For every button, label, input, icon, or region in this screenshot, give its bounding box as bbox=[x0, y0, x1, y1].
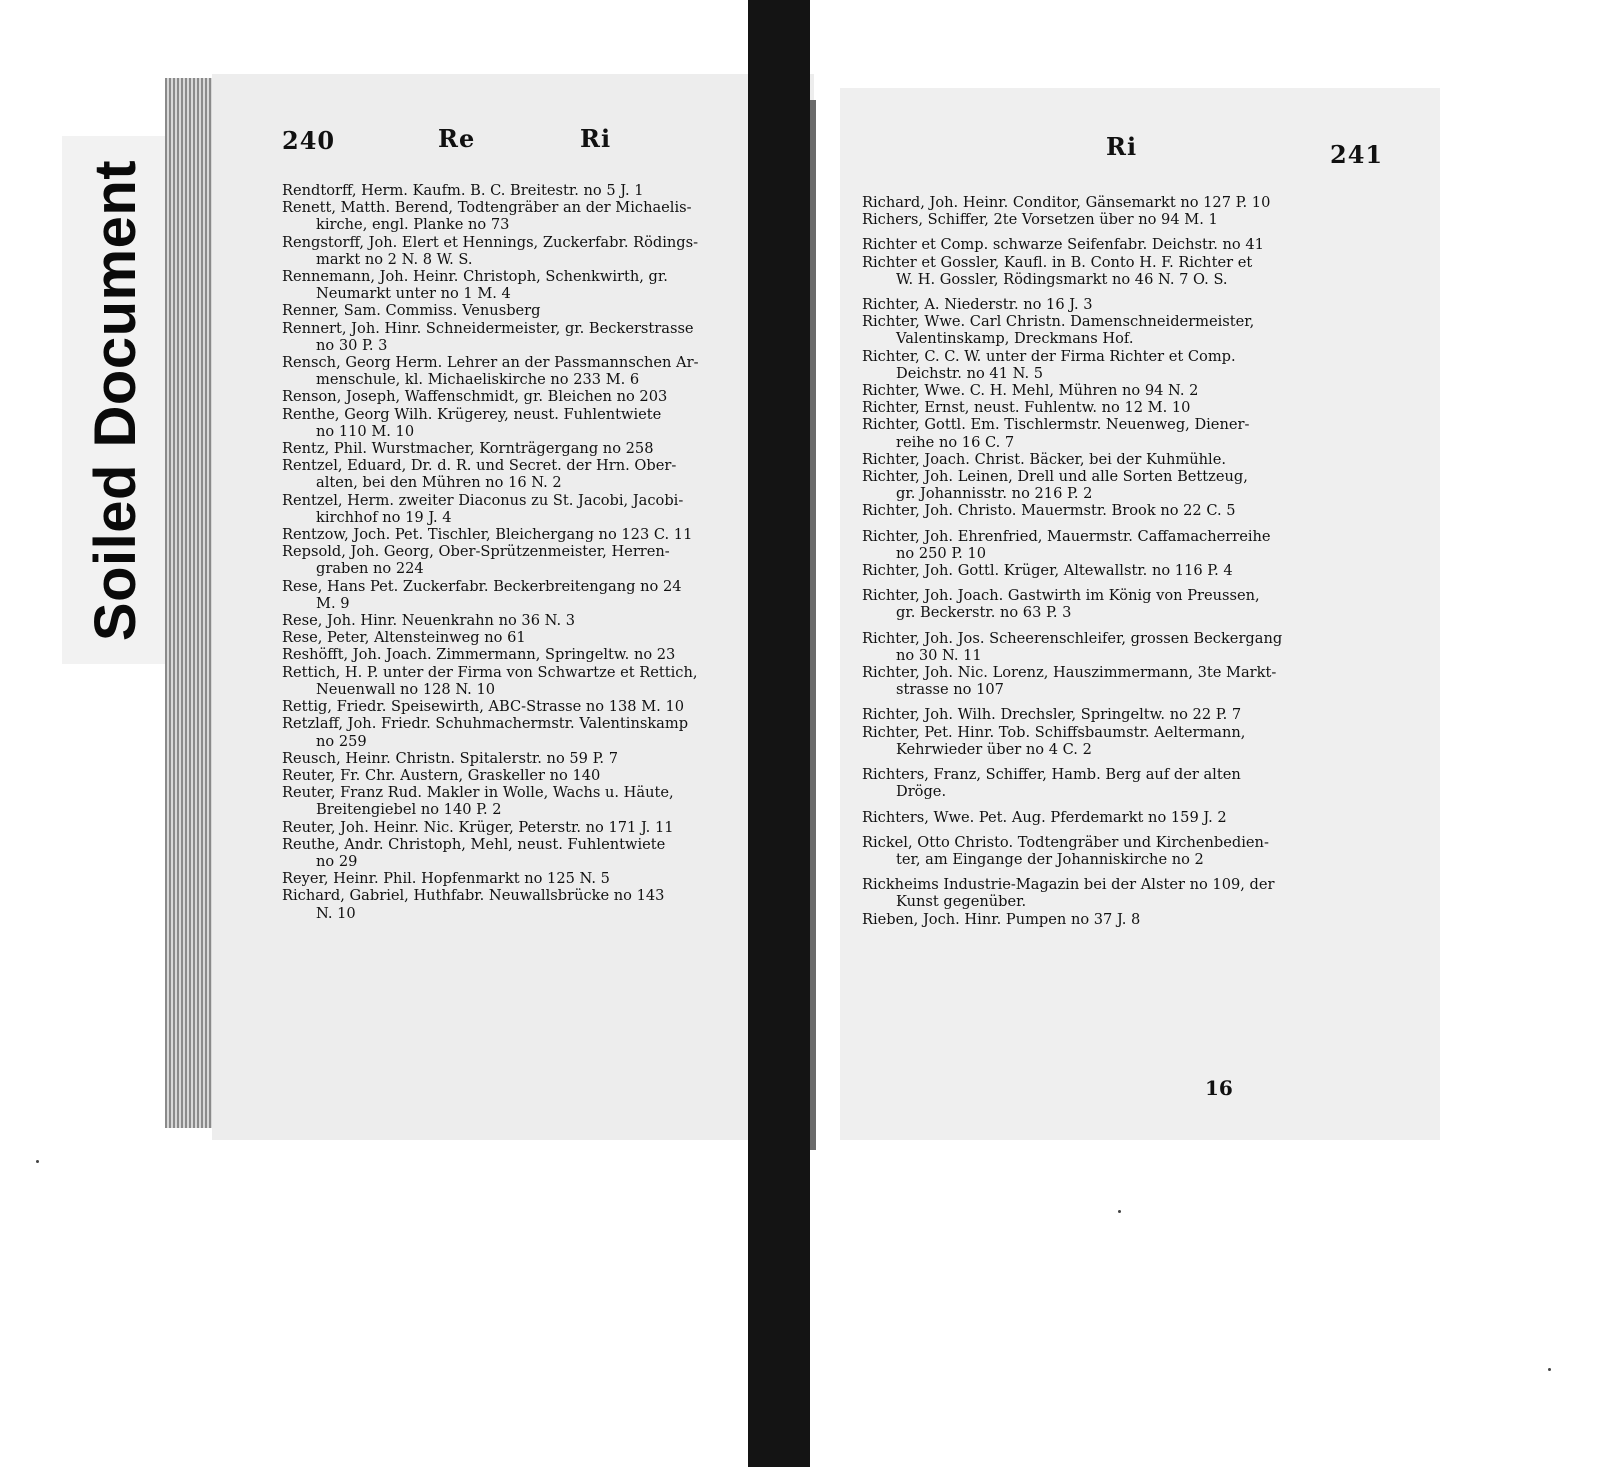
left-head-right: Ri bbox=[580, 124, 612, 153]
soiled-document-stamp bbox=[62, 136, 170, 664]
directory-entry bbox=[862, 664, 1382, 698]
directory-entry bbox=[862, 254, 1382, 288]
left-head-left: Re bbox=[438, 124, 476, 153]
entry-line: Richter, Joh. Joach. Gastwirth im König von Preussen, bbox=[862, 587, 1260, 605]
directory-entry bbox=[862, 211, 1382, 228]
entry-line: Renner, Sam. Commiss. Venusberg bbox=[282, 302, 541, 320]
entry-line: Reusch, Heinr. Christn. Spitalerstr. no 59 P. 7 bbox=[282, 749, 618, 767]
entry-line: Reshöfft, Joh. Joach. Zimmermann, Springeltw. no 23 bbox=[282, 646, 676, 664]
entry-continuation: reihe no 16 C. 7 bbox=[896, 433, 1015, 451]
directory-entry bbox=[282, 388, 792, 405]
entry-continuation: Breitengiebel no 140 P. 2 bbox=[316, 801, 502, 819]
speck bbox=[1118, 1210, 1121, 1213]
entry-line: Richter, Joh. Ehrenfried, Mauermstr. Caffamacherreihe bbox=[862, 527, 1271, 545]
entry-line: Rettich, H. P. unter der Firma von Schwartze et Rettich, bbox=[282, 663, 698, 681]
entry-continuation: graben no 224 bbox=[316, 560, 424, 578]
entry-continuation: gr. Johannisstr. no 216 P. 2 bbox=[896, 485, 1093, 503]
entry-line: Richters, Wwe. Pet. Aug. Pferdemarkt no 159 J. 2 bbox=[862, 808, 1227, 826]
entry-continuation: no 259 bbox=[316, 732, 367, 750]
directory-entry bbox=[862, 313, 1382, 347]
directory-entry bbox=[282, 887, 792, 921]
right-page-entries bbox=[862, 194, 1382, 928]
entry-line: Rensch, Georg Herm. Lehrer an der Passmannschen Ar- bbox=[282, 354, 699, 372]
entry-line: Rettig, Friedr. Speisewirth, ABC-Strasse no 138 M. 10 bbox=[282, 698, 685, 716]
directory-entry bbox=[862, 630, 1382, 664]
entry-line: Richter, Gottl. Em. Tischlermstr. Neuenweg, Diener- bbox=[862, 416, 1250, 434]
directory-entry bbox=[862, 468, 1382, 502]
entry-line: Reuter, Fr. Chr. Austern, Graskeller no 140 bbox=[282, 766, 601, 784]
entry-line: Richter, A. Niederstr. no 16 J. 3 bbox=[862, 296, 1093, 314]
entry-line: Richter, Wwe. Carl Christn. Damenschneidermeister, bbox=[862, 313, 1255, 331]
entry-line: Richter et Gossler, Kaufl. in B. Conto H. F. Richter et bbox=[862, 253, 1253, 271]
directory-entry bbox=[282, 182, 792, 199]
gutter-shadow bbox=[810, 100, 816, 1150]
entry-continuation: markt no 2 N. 8 W. S. bbox=[316, 250, 473, 268]
directory-entry bbox=[282, 406, 792, 440]
speck bbox=[1548, 1368, 1551, 1371]
entry-line: Reyer, Heinr. Phil. Hopfenmarkt no 125 N. 5 bbox=[282, 870, 610, 888]
stamp-label: Soiled Document bbox=[83, 159, 149, 641]
directory-entry bbox=[862, 876, 1382, 910]
right-head: Ri bbox=[1106, 132, 1138, 161]
entry-continuation: M. 9 bbox=[316, 594, 350, 612]
entry-line: Renthe, Georg Wilh. Krügerey, neust. Fuhlentwiete bbox=[282, 405, 662, 423]
directory-entry bbox=[862, 724, 1382, 758]
entry-continuation: Kunst gegenüber. bbox=[896, 893, 1027, 911]
directory-entry bbox=[862, 236, 1382, 253]
left-page-number: 240 bbox=[282, 126, 336, 155]
entry-continuation: kirchhof no 19 J. 4 bbox=[316, 508, 452, 526]
directory-entry bbox=[862, 348, 1382, 382]
entry-continuation: gr. Beckerstr. no 63 P. 3 bbox=[896, 604, 1072, 622]
right-page-number: 241 bbox=[1330, 140, 1384, 169]
directory-entry bbox=[282, 664, 792, 698]
entry-continuation: W. H. Gossler, Rödingsmarkt no 46 N. 7 O. S. bbox=[896, 270, 1228, 288]
directory-entry bbox=[282, 526, 792, 543]
entry-line: Richter, Joh. Leinen, Drell und alle Sorten Bettzeug, bbox=[862, 468, 1248, 486]
entry-continuation: Deichstr. no 41 N. 5 bbox=[896, 364, 1044, 382]
entry-continuation: kirche, engl. Planke no 73 bbox=[316, 216, 510, 234]
entry-continuation: ter, am Eingange der Johanniskirche no 2 bbox=[896, 850, 1204, 868]
directory-entry bbox=[862, 809, 1382, 826]
entry-continuation: Valentinskamp, Dreckmans Hof. bbox=[896, 330, 1134, 348]
entry-continuation: no 250 P. 10 bbox=[896, 544, 987, 562]
directory-entry bbox=[862, 911, 1382, 928]
entry-line: Rennemann, Joh. Heinr. Christoph, Schenkwirth, gr. bbox=[282, 268, 668, 286]
speck bbox=[36, 1160, 39, 1163]
directory-entry bbox=[282, 767, 792, 784]
directory-entry bbox=[862, 296, 1382, 313]
directory-entry bbox=[282, 199, 792, 233]
directory-entry bbox=[862, 834, 1382, 868]
entry-continuation: no 30 P. 3 bbox=[316, 336, 388, 354]
directory-entry bbox=[282, 715, 792, 749]
entry-line: Rese, Hans Pet. Zuckerfabr. Beckerbreitengang no 24 bbox=[282, 577, 682, 595]
directory-entry bbox=[282, 543, 792, 577]
entry-continuation: N. 10 bbox=[316, 904, 356, 922]
entry-line: Retzlaff, Joh. Friedr. Schuhmachermstr. Valentinskamp bbox=[282, 715, 689, 733]
entry-line: Richter et Comp. schwarze Seifenfabr. Deichstr. no 41 bbox=[862, 236, 1264, 254]
directory-entry bbox=[282, 836, 792, 870]
directory-entry bbox=[862, 451, 1382, 468]
directory-entry bbox=[282, 457, 792, 491]
directory-entry bbox=[862, 416, 1382, 450]
directory-entry bbox=[862, 587, 1382, 621]
entry-line: Rennert, Joh. Hinr. Schneidermeister, gr. Beckerstrasse bbox=[282, 319, 694, 337]
entry-continuation: no 29 bbox=[316, 852, 358, 870]
directory-entry bbox=[862, 706, 1382, 723]
entry-line: Reuter, Franz Rud. Makler in Wolle, Wachs u. Häute, bbox=[282, 784, 674, 802]
directory-entry bbox=[282, 646, 792, 663]
entry-continuation: Neumarkt unter no 1 M. 4 bbox=[316, 285, 511, 303]
entry-line: Rentzel, Herm. zweiter Diaconus zu St. Jacobi, Jacobi- bbox=[282, 491, 684, 509]
entry-line: Rengstorff, Joh. Elert et Hennings, Zuckerfabr. Rödings- bbox=[282, 233, 699, 251]
directory-entry bbox=[282, 302, 792, 319]
left-page-entries bbox=[282, 182, 792, 922]
entry-line: Rickel, Otto Christo. Todtengräber und Kirchenbedien- bbox=[862, 833, 1269, 851]
entry-continuation: menschule, kl. Michaeliskirche no 233 M. 6 bbox=[316, 371, 640, 389]
directory-entry bbox=[282, 440, 792, 457]
entry-line: Rese, Joh. Hinr. Neuenkrahn no 36 N. 3 bbox=[282, 612, 576, 630]
entry-line: Richter, Joh. Gottl. Krüger, Altewallstr. no 116 P. 4 bbox=[862, 562, 1233, 580]
entry-line: Rese, Peter, Altensteinweg no 61 bbox=[282, 629, 526, 647]
directory-entry bbox=[282, 784, 792, 818]
directory-entry bbox=[862, 766, 1382, 800]
entry-line: Reuthe, Andr. Christoph, Mehl, neust. Fuhlentwiete bbox=[282, 835, 666, 853]
entry-line: Renett, Matth. Berend, Todtengräber an der Michaelis- bbox=[282, 199, 692, 217]
directory-entry bbox=[282, 354, 792, 388]
entry-continuation: Neuenwall no 128 N. 10 bbox=[316, 680, 496, 698]
directory-entry bbox=[862, 382, 1382, 399]
entry-line: Repsold, Joh. Georg, Ober-Sprützenmeister, Herren- bbox=[282, 543, 670, 561]
directory-entry bbox=[282, 750, 792, 767]
directory-entry bbox=[862, 502, 1382, 519]
directory-entry bbox=[282, 234, 792, 268]
directory-entry bbox=[282, 578, 792, 612]
entry-line: Richter, Joach. Christ. Bäcker, bei der Kuhmühle. bbox=[862, 450, 1226, 468]
entry-line: Richter, Joh. Christo. Mauermstr. Brook no 22 C. 5 bbox=[862, 502, 1236, 520]
directory-entry bbox=[862, 528, 1382, 562]
entry-continuation: strasse no 107 bbox=[896, 681, 1004, 699]
entry-line: Richter, C. C. W. unter der Firma Richter et Comp. bbox=[862, 347, 1236, 365]
entry-continuation: Dröge. bbox=[896, 783, 947, 801]
entry-line: Richard, Joh. Heinr. Conditor, Gänsemarkt no 127 P. 10 bbox=[862, 194, 1271, 211]
directory-entry bbox=[282, 320, 792, 354]
entry-continuation: no 30 N. 11 bbox=[896, 646, 982, 664]
directory-entry bbox=[282, 612, 792, 629]
directory-entry bbox=[282, 268, 792, 302]
entry-line: Richter, Wwe. C. H. Mehl, Mühren no 94 N. 2 bbox=[862, 382, 1199, 400]
entry-line: Rentzel, Eduard, Dr. d. R. und Secret. der Hrn. Ober- bbox=[282, 457, 677, 475]
entry-line: Richters, Franz, Schiffer, Hamb. Berg auf der alten bbox=[862, 766, 1241, 784]
directory-entry bbox=[282, 492, 792, 526]
entry-line: Richers, Schiffer, 2te Vorsetzen über no 94 M. 1 bbox=[862, 211, 1218, 229]
entry-line: Rendtorff, Herm. Kaufm. B. C. Breitestr. no 5 J. 1 bbox=[282, 182, 644, 199]
entry-line: Reuter, Joh. Heinr. Nic. Krüger, Peterstr. no 171 J. 11 bbox=[282, 818, 674, 836]
entry-line: Rieben, Joch. Hinr. Pumpen no 37 J. 8 bbox=[862, 910, 1141, 928]
directory-entry bbox=[862, 194, 1382, 211]
entry-line: Rentzow, Joch. Pet. Tischler, Bleichergang no 123 C. 11 bbox=[282, 526, 693, 544]
entry-line: Richard, Gabriel, Huthfabr. Neuwallsbrücke no 143 bbox=[282, 887, 665, 905]
entry-line: Rentz, Phil. Wurstmacher, Kornträgergang no 258 bbox=[282, 440, 654, 458]
entry-continuation: Kehrwieder über no 4 C. 2 bbox=[896, 740, 1092, 758]
directory-entry bbox=[282, 698, 792, 715]
entry-line: Richter, Ernst, neust. Fuhlentw. no 12 M. 10 bbox=[862, 399, 1191, 417]
directory-entry bbox=[862, 562, 1382, 579]
entry-line: Richter, Joh. Jos. Scheerenschleifer, grossen Beckergang bbox=[862, 629, 1283, 647]
signature-mark: 16 bbox=[1205, 1076, 1233, 1100]
directory-entry bbox=[282, 629, 792, 646]
book-page-edges bbox=[165, 78, 217, 1128]
directory-entry bbox=[282, 819, 792, 836]
entry-line: Rickheims Industrie-Magazin bei der Alster no 109, der bbox=[862, 876, 1275, 894]
entry-line: Richter, Pet. Hinr. Tob. Schiffsbaumstr. Aeltermann, bbox=[862, 723, 1246, 741]
directory-entry bbox=[862, 399, 1382, 416]
entry-line: Renson, Joseph, Waffenschmidt, gr. Bleichen no 203 bbox=[282, 388, 668, 406]
entry-line: Richter, Joh. Wilh. Drechsler, Springeltw. no 22 P. 7 bbox=[862, 706, 1242, 724]
entry-line: Richter, Joh. Nic. Lorenz, Hauszimmermann, 3te Markt- bbox=[862, 664, 1277, 682]
entry-continuation: alten, bei den Mühren no 16 N. 2 bbox=[316, 474, 562, 492]
entry-continuation: no 110 M. 10 bbox=[316, 422, 415, 440]
directory-entry bbox=[282, 870, 792, 887]
